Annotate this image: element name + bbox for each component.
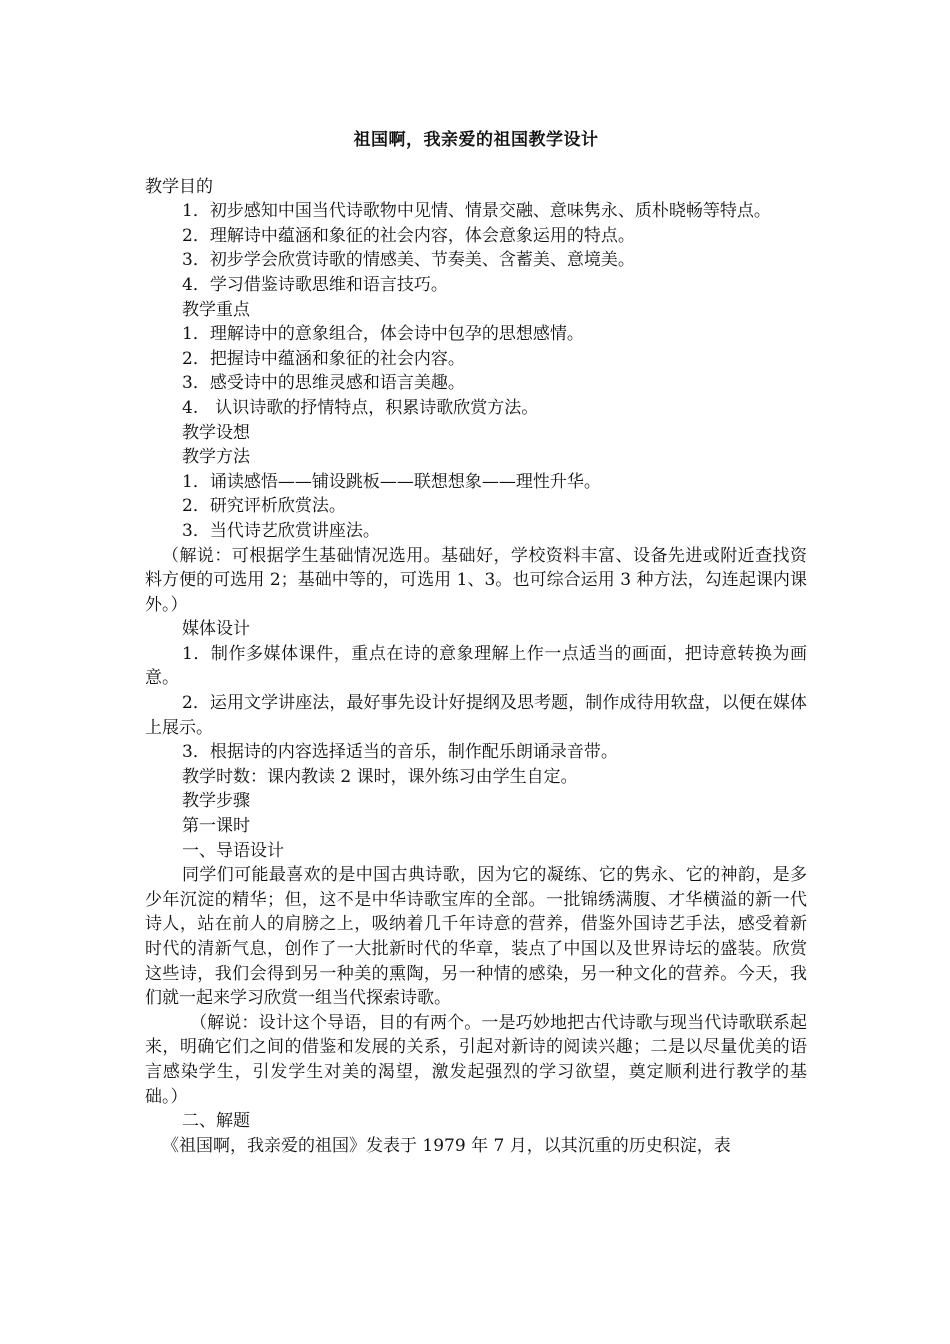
note-paragraph: （解说：可根据学生基础情况选用。基础好，学校资料丰富、设备先进或附近查找资料方便的可选用 2；基础中等的，可选用 1、3。也可综合运用 3 种方法，勾连起课内课外。） (145, 545, 807, 615)
paragraph: 《祖国啊，我亲爱的祖国》发表于 1979 年 7 月，以其沉重的历史积淀，表 (162, 1135, 731, 1156)
document-page (145, 128, 807, 1158)
section-heading: 教学方法 (182, 447, 250, 468)
section-heading: 第一课时 (182, 816, 250, 837)
paragraph: 2．运用文学讲座法，最好事先设计好提纲及思考题，制作成待用软盘，以便在媒体上展示。 (145, 693, 807, 738)
paragraph: 教学目的 (145, 176, 213, 197)
paragraph: 4. 认识诗歌的抒情特点，积累诗歌欣赏方法。 (182, 397, 539, 418)
section-heading: 媒体设计 (182, 619, 250, 640)
section-heading: 一、导语设计 (182, 840, 284, 861)
section-heading: 教学设想 (182, 422, 250, 443)
note-paragraph: （解说：设计这个导语，目的有两个。一是巧妙地把古代诗歌与现当代诗歌联系起来，明确它们之间的借鉴和发展的关系，引起对新诗的阅读兴趣；二是以尽量优美的语言感染学生，引发学生对美的渴望，激发起强烈的学习欲望，奠定顺利进行教学的基础。） (145, 1012, 807, 1107)
section-heading: 教学步骤 (182, 791, 250, 812)
paragraph: 同学们可能最喜欢的是中国古典诗歌，因为它的凝练、它的隽永、它的神韵，是多少年沉淀的精华；但，这不是中华诗歌宝库的全部。一批锦绣满腹、才华横溢的新一代诗人，站在前人的肩膀之上，吸纳着几千年诗意的营养，借鉴外国诗艺手法，感受着新时代的清新气息，创作了一大批新时代的华章，装点了中国以及世界诗坛的盛装。欣赏这些诗，我们会得到另一种美的熏陶，另一种情的感染，另一种文化的营养。今天，我们就一起来学习欣赏一组当代探索诗歌。 (145, 865, 807, 1009)
paragraph: 2．理解诗中蕴涵和象征的社会内容，体会意象运用的特点。 (182, 225, 635, 246)
paragraph: 1．诵读感悟——铺设跳板——联想想象——理性升华。 (182, 471, 601, 492)
paragraph: 3．当代诗艺欣赏讲座法。 (182, 520, 380, 541)
paragraph: 3．初步学会欣赏诗歌的情感美、节奏美、含蓄美、意境美。 (182, 250, 635, 271)
paragraph: 1．理解诗中的意象组合，体会诗中包孕的思想感情。 (182, 324, 584, 345)
section-heading: 二、解题 (182, 1111, 250, 1132)
document-title: 祖国啊，我亲爱的祖国教学设计 (353, 130, 599, 150)
paragraph: 2．把握诗中蕴涵和象征的社会内容。 (182, 348, 465, 369)
paragraph: 1．制作多媒体课件，重点在诗的意象理解上作一点适当的画面，把诗意转换为画意。 (145, 643, 807, 689)
paragraph: 3．感受诗中的思维灵感和语言美趣。 (182, 373, 465, 394)
paragraph: 4．学习借鉴诗歌思维和语言技巧。 (182, 274, 448, 295)
document-body (145, 175, 807, 1159)
paragraph: 教学时数：课内教读 2 课时，课外练习由学生自定。 (182, 766, 578, 787)
paragraph: 2．研究评析欣赏法。 (182, 496, 346, 517)
paragraph: 1．初步感知中国当代诗歌物中见情、情景交融、意味隽永、质朴晓畅等特点。 (182, 201, 771, 222)
paragraph: 3．根据诗的内容选择适当的音乐，制作配乐朗诵录音带。 (182, 742, 618, 763)
section-heading: 教学重点 (182, 299, 250, 320)
